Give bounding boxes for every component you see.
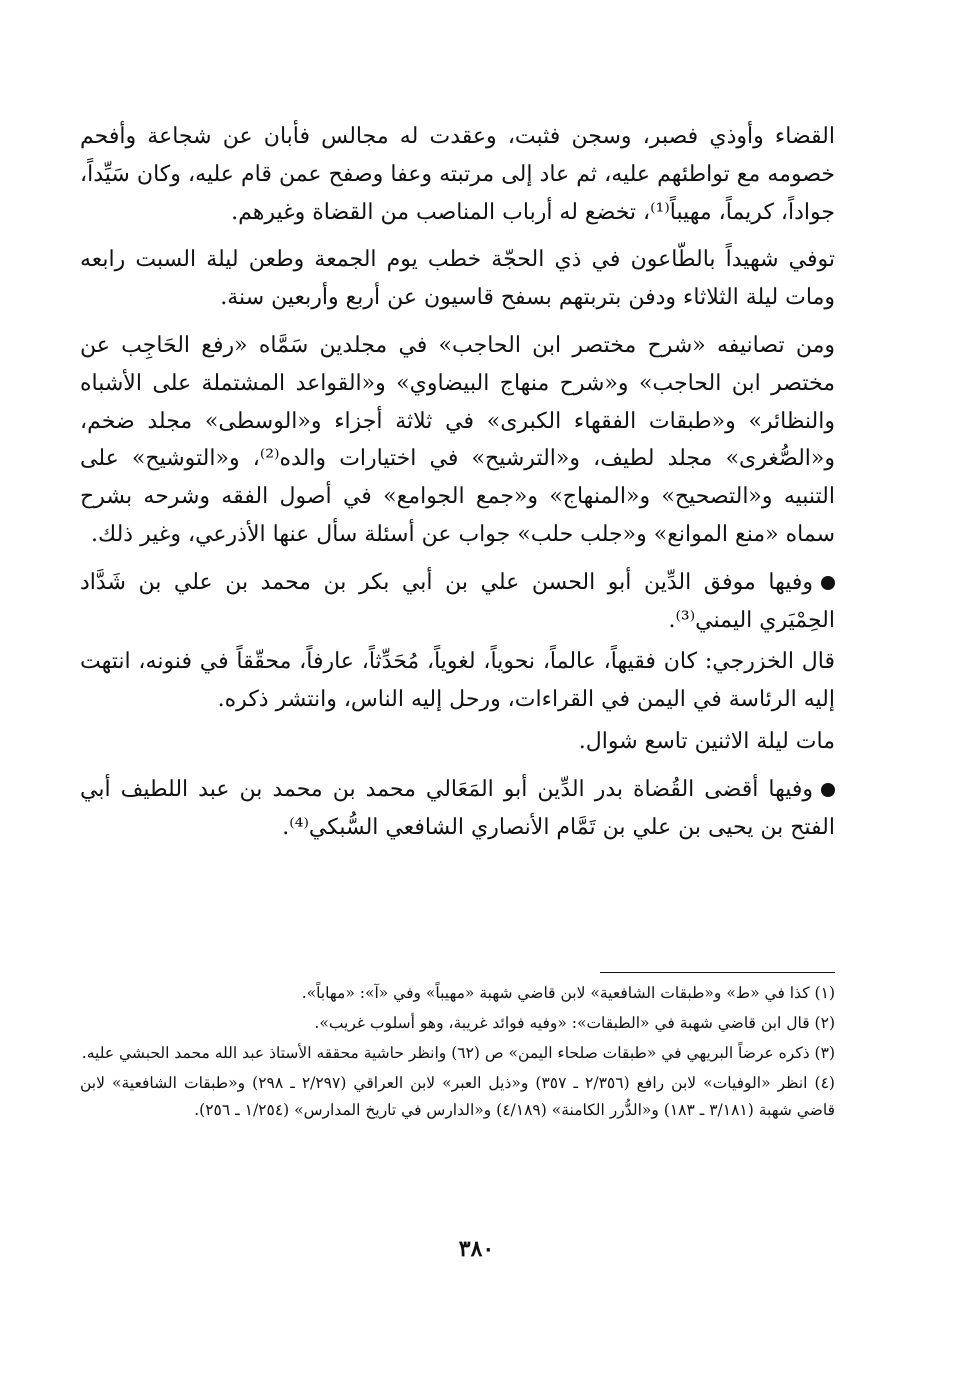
footnote-4: (٤) انظر «الوفيات» لابن رافع (٢/٣٥٦ ـ ٣٥٧) و«ذيل العبر» لابن العراقي (٢/٢٩٧ ـ ٢٩٨) و«طبقات الشافعية» لابن قاضي شهبة (٣/١٨١ ـ ١٨٣) و«الدُّرر الكامنة» (٤/١٨٩) و«الدارس في تاريخ المدارس» (١/٢٥٤ ـ ٢٥٦). (80, 1074, 835, 1119)
paragraph-3: ومن تصانيفه «شرح مختصر ابن الحاجب» في مجلدين سَمَّاه «رفع الحَاجِب عن مختصر ابن الحاجب» و«شرح منهاج البيضاوي» و«القواعد المشتملة على الأشباه والنظائر» و«طبقات الفقهاء الكبرى» في ثلاثة أجزاء و«الوسطى» مجلد ضخم، و«الصُّغرى» مجلد لطيف، و«الترشيح» في اختيارات والده⁽²⁾، و«التوشيح» على التنبيه و«التصحيح» و«المنهاج» و«جمع الجوامع» في أصول الفقه وشرحه بشرح سماه «منع الموانع» و«جلب حلب» جواب عن أسئلة سأل عنها الأذرعي، وغير ذلك. (80, 332, 835, 547)
footnote-separator (600, 972, 835, 973)
paragraph-1: القضاء وأوذي فصبر، وسجن فثبت، وعقدت له مجالس فأبان عن شجاعة وأفحم خصومه مع تواطئهم عليه، ثم عاد إلى مرتبته وعفا وصفح عمن قام عليه، وكان سَيِّداً، جواداً، كريماً، مهيباً⁽¹⁾، تخضع له أرباب المناصب من القضاة وغيرهم. (80, 124, 835, 225)
footnote-2: (٢) قال ابن قاضي شهبة في «الطبقات»: «وفيه فوائد غريبة، وهو أسلوب غريب». (314, 1014, 835, 1032)
paragraph-7-text: وفيها أقضى القُضاة بدر الدِّين أبو المَعَالي محمد بن محمد بن عبد اللطيف أبي الفتح بن يحيى بن علي بن تَمَّام الأنصاري الشافعي السُّبكي⁽⁴⁾. (80, 776, 835, 840)
paragraph-2: توفي شهيداً بالطّاعون في ذي الحجّة خطب يوم الجمعة وطعن ليلة السبت رابعه ومات ليلة الثلاثاء ودفن بتربتهم بسفح قاسيون عن أربع وأربعين سنة. (80, 247, 835, 311)
paragraph-6: مات ليلة الاثنين تاسع شوال. (578, 728, 835, 754)
main-text (80, 118, 835, 856)
paragraph-4-text: وفيها موفق الدِّين أبو الحسن علي بن أبي بكر بن محمد بن علي بن شَدَّاد الحِمْيَري اليمني⁽³⁾. (80, 569, 835, 633)
paragraph-5: قال الخزرجي: كان فقيهاً، عالماً، نحوياً، لغوياً، مُحَدِّثاً، عارفاً، محقّقاً في فنونه، انتهت إليه الرئاسة في اليمن في القراءات، ورحل إليه الناس، وانتشر ذكره. (80, 649, 835, 713)
bullet-icon (821, 783, 835, 797)
footnotes (80, 980, 835, 1127)
bullet-icon (821, 576, 835, 590)
paragraph-7 (80, 771, 835, 847)
footnote-1: (١) كذا في «ط» و«طبقات الشافعية» لابن قاضي شهبة «مهيباً» وفي «آ»: «مهاباً». (301, 984, 835, 1002)
paragraph-4 (80, 564, 835, 640)
footnote-3: (٣) ذكره عرضاً البريهي في «طبقات صلحاء اليمن» ص (٦٢) وانظر حاشية محققه الأستاذ عبد الله محمد الحبشي عليه. (81, 1044, 835, 1062)
page-number: ٣٨٠ (458, 1236, 495, 1262)
